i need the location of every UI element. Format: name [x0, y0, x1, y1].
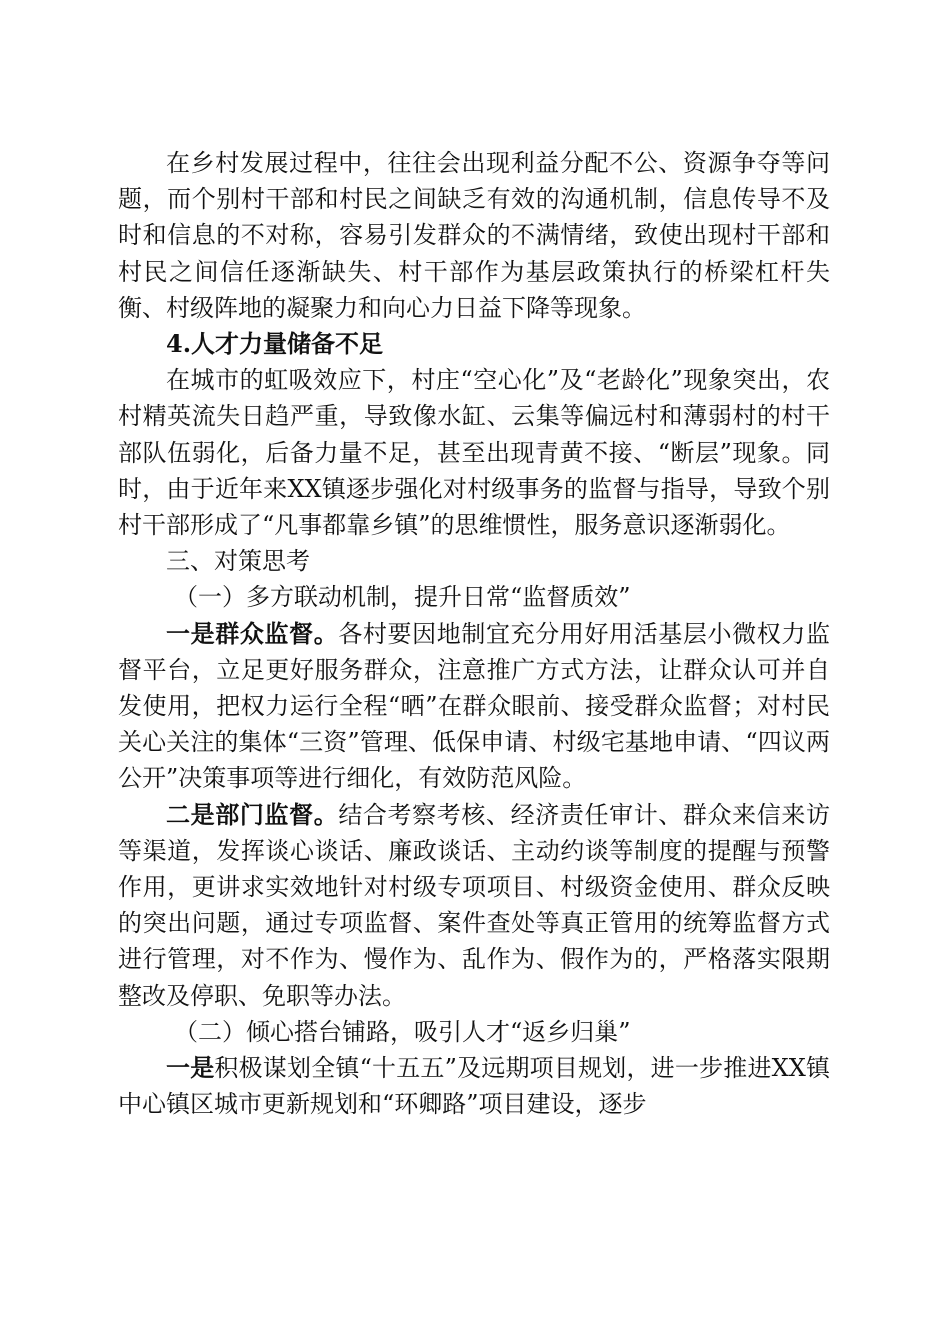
body-public-supervision: 各村要因地制宜充分用好用活基层小微权力监督平台，立足更好服务群众，注意推广方式方法，让群众认可并自发使用，把权力运行全程“晒”在群众眼前、接受群众监督；对村民关心关注的集体“三资”管理、低保申请、村级宅基地申请、“四议两公开”决策事项等进行细化，有效防范风险。: [118, 619, 831, 793]
section-heading-countermeasures: 三、对策思考: [166, 547, 310, 576]
lead-project-planning: 一是: [166, 1053, 215, 1083]
body-department-supervision: 结合考察考核、经济责任审计、群众来信来访等渠道，发挥谈心谈话、廉政谈话、主动约谈等制度的提醒与预警作用，更讲求实效地针对村级专项项目、村级资金使用、群众反映的突出问题，通过专项监督、案件查处等真正管用的统筹监督方式进行管理，对不作为、慢作为、乱作为、假作为的，严格落实限期整改及停职、免职等办法。: [118, 800, 831, 1010]
paragraph-public-supervision: [118, 616, 830, 797]
heading-talent-reserve: 4.人才力量储备不足: [166, 329, 384, 359]
subheading-supervision: （一）多方联动机制，提升日常“监督质效”: [174, 583, 631, 612]
document-page: [118, 145, 830, 1122]
lead-department-supervision: 二是部门监督。: [166, 799, 339, 829]
paragraph-project-planning: [118, 1050, 830, 1122]
paragraph-talent-shortage: 在城市的虹吸效应下，村庄“空心化”及“老龄化”现象突出，农村精英流失日趋严重，导致像水缸、云集等偏远村和薄弱村的村干部队伍弱化，后备力量不足，甚至出现青黄不接、“断层”现象。同时，由于近年来XX镇逐步强化对村级事务的监督与指导，导致个别村干部形成了“凡事都靠乡镇”的思维惯性，服务意识逐渐弱化。: [118, 366, 830, 540]
paragraph-interest-conflict: 在乡村发展过程中，往往会出现利益分配不公、资源争夺等问题，而个别村干部和村民之间缺乏有效的沟通机制，信息传导不及时和信息的不对称，容易引发群众的不满情绪，致使出现村干部和村民之间信任逐渐缺失、村干部作为基层政策执行的桥梁杠杆失衡、村级阵地的凝聚力和向心力日益下降等现象。: [118, 149, 830, 322]
lead-public-supervision: 一是群众监督。: [166, 618, 339, 648]
subheading-talent-return: （二）倾心搭台铺路，吸引人才“返乡归巢”: [174, 1017, 631, 1046]
body-project-planning: 积极谋划全镇“十五五”及远期项目规划，进一步推进XX镇中心镇区城市更新规划和“环卿路”项目建设，逐步: [118, 1054, 831, 1119]
paragraph-department-supervision: [118, 797, 830, 1014]
